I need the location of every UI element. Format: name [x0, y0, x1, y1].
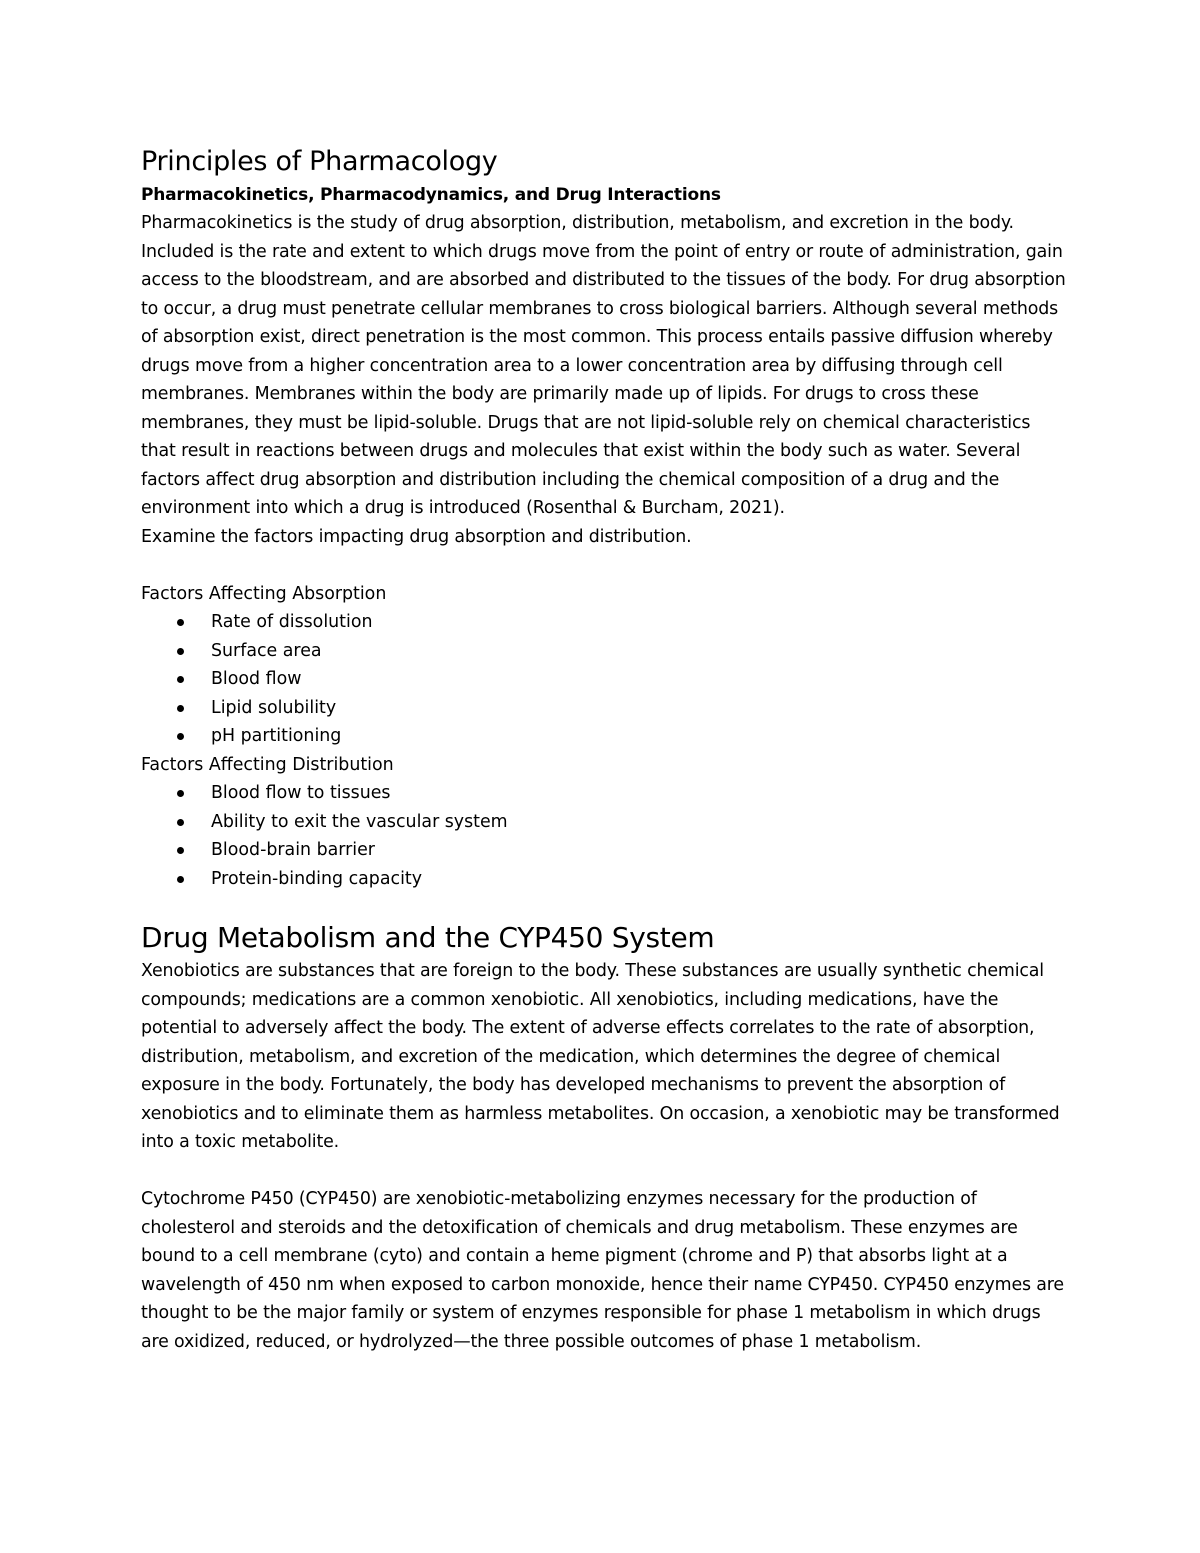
list-item-text: Blood-brain barrier [211, 840, 375, 860]
list-item-text: Lipid solubility [211, 697, 337, 718]
xenobiotics-paragraph: Xenobiotics are substances that are foreign to the body. These substances are usually synthetic chemical compounds; medications are a common xenobiotic. All xenobiotics, including medications, have the potential to adversely affect the body. The extent of adverse effects correlates to the rate of absorption, distribution, metabolism, and excretion of the medication, which determines the degree of chemical exposure in the body. Fortunately, the body has developed mechanisms to prevent the absorption of xenobiotics and to eliminate them as harmless metabolites. On occasion, a xenobiotic may be transformed into a toxic metabolite. [141, 961, 1060, 1152]
examine-line: Examine the factors impacting drug absorption and distribution. [141, 526, 692, 547]
bullet-icon [177, 790, 184, 797]
list-item-text: Blood flow [211, 669, 302, 689]
bullet-icon [177, 819, 184, 826]
absorption-factors-list [141, 608, 1066, 751]
section-heading: Drug Metabolism and the CYP450 System [141, 921, 715, 954]
bullet-icon [177, 876, 184, 883]
bullet-icon [177, 676, 184, 683]
list-item [141, 637, 1066, 666]
intro-paragraph: Pharmacokinetics is the study of drug absorption, distribution, metabolism, and excretion in the body. Included is the rate and extent to which drugs move from the point of entry or route of administration, gain access to the bloodstream, and are absorbed and distributed to the tissues of the body. For drug absorption to occur, a drug must penetrate cellular membranes to cross biological barriers. Although several methods of absorption exist, direct penetration is the most common. This process entails passive diffusion whereby drugs move from a higher concentration area to a lower concentration area by diffusing through cell membranes. Membranes within the body are primarily made up of lipids. For drugs to cross these membranes, they must be lipid-soluble. Drugs that are not lipid-soluble rely on chemical characteristics that result in reactions between drugs and molecules that exist within the body such as water. Several factors affect drug absorption and distribution including the chemical composition of a drug and the environment into which a drug is introduced (Rosenthal & Burcham, 2021). [141, 213, 1066, 518]
distribution-factors-list [141, 779, 1066, 893]
list-item [141, 722, 1066, 751]
bullet-icon [177, 648, 184, 655]
document-page [141, 143, 1066, 1356]
list-item [141, 694, 1066, 723]
list-item [141, 865, 1066, 894]
list-item-text: Blood flow to tissues [211, 783, 391, 803]
spacer [141, 551, 1066, 580]
cyp450-paragraph: Cytochrome P450 (CYP450) are xenobiotic-metabolizing enzymes necessary for the production of cholesterol and steroids and the detoxification of chemicals and drug metabolism. These enzymes are bound to a cell membrane (cyto) and contain a heme pigment (chrome and P) that absorbs light at a wavelength of 450 nm when exposed to carbon monoxide, hence their name CYP450. CYP450 enzymes are thought to be the major family or system of enzymes responsible for phase 1 metabolism in which drugs are oxidized, reduced, or hydrolyzed—the three possible outcomes of phase 1 metabolism. [141, 1189, 1064, 1352]
list-item [141, 665, 1066, 694]
bullet-icon [177, 847, 184, 854]
list-item-text: Protein-binding capacity [211, 868, 423, 889]
cyp450-section [141, 919, 1066, 1356]
bullet-icon [177, 619, 184, 626]
list-item-text: Rate of dissolution [211, 612, 373, 632]
list-item-text: Surface area [211, 640, 322, 661]
absorption-factors-label: Factors Affecting Absorption [141, 583, 387, 604]
distribution-factors-label: Factors Affecting Distribution [141, 754, 394, 775]
spacer [141, 1157, 1066, 1186]
list-item-text: Ability to exit the vascular system [211, 811, 508, 832]
subtitle-heading: Pharmacokinetics, Pharmacodynamics, and Drug Interactions [141, 185, 721, 205]
list-item [141, 779, 1066, 808]
page-title: Principles of Pharmacology [141, 146, 498, 177]
list-item [141, 836, 1066, 865]
bullet-icon [177, 705, 184, 712]
list-item-text: pH partitioning [211, 726, 342, 746]
list-item [141, 808, 1066, 837]
bullet-icon [177, 733, 184, 740]
list-item [141, 608, 1066, 637]
